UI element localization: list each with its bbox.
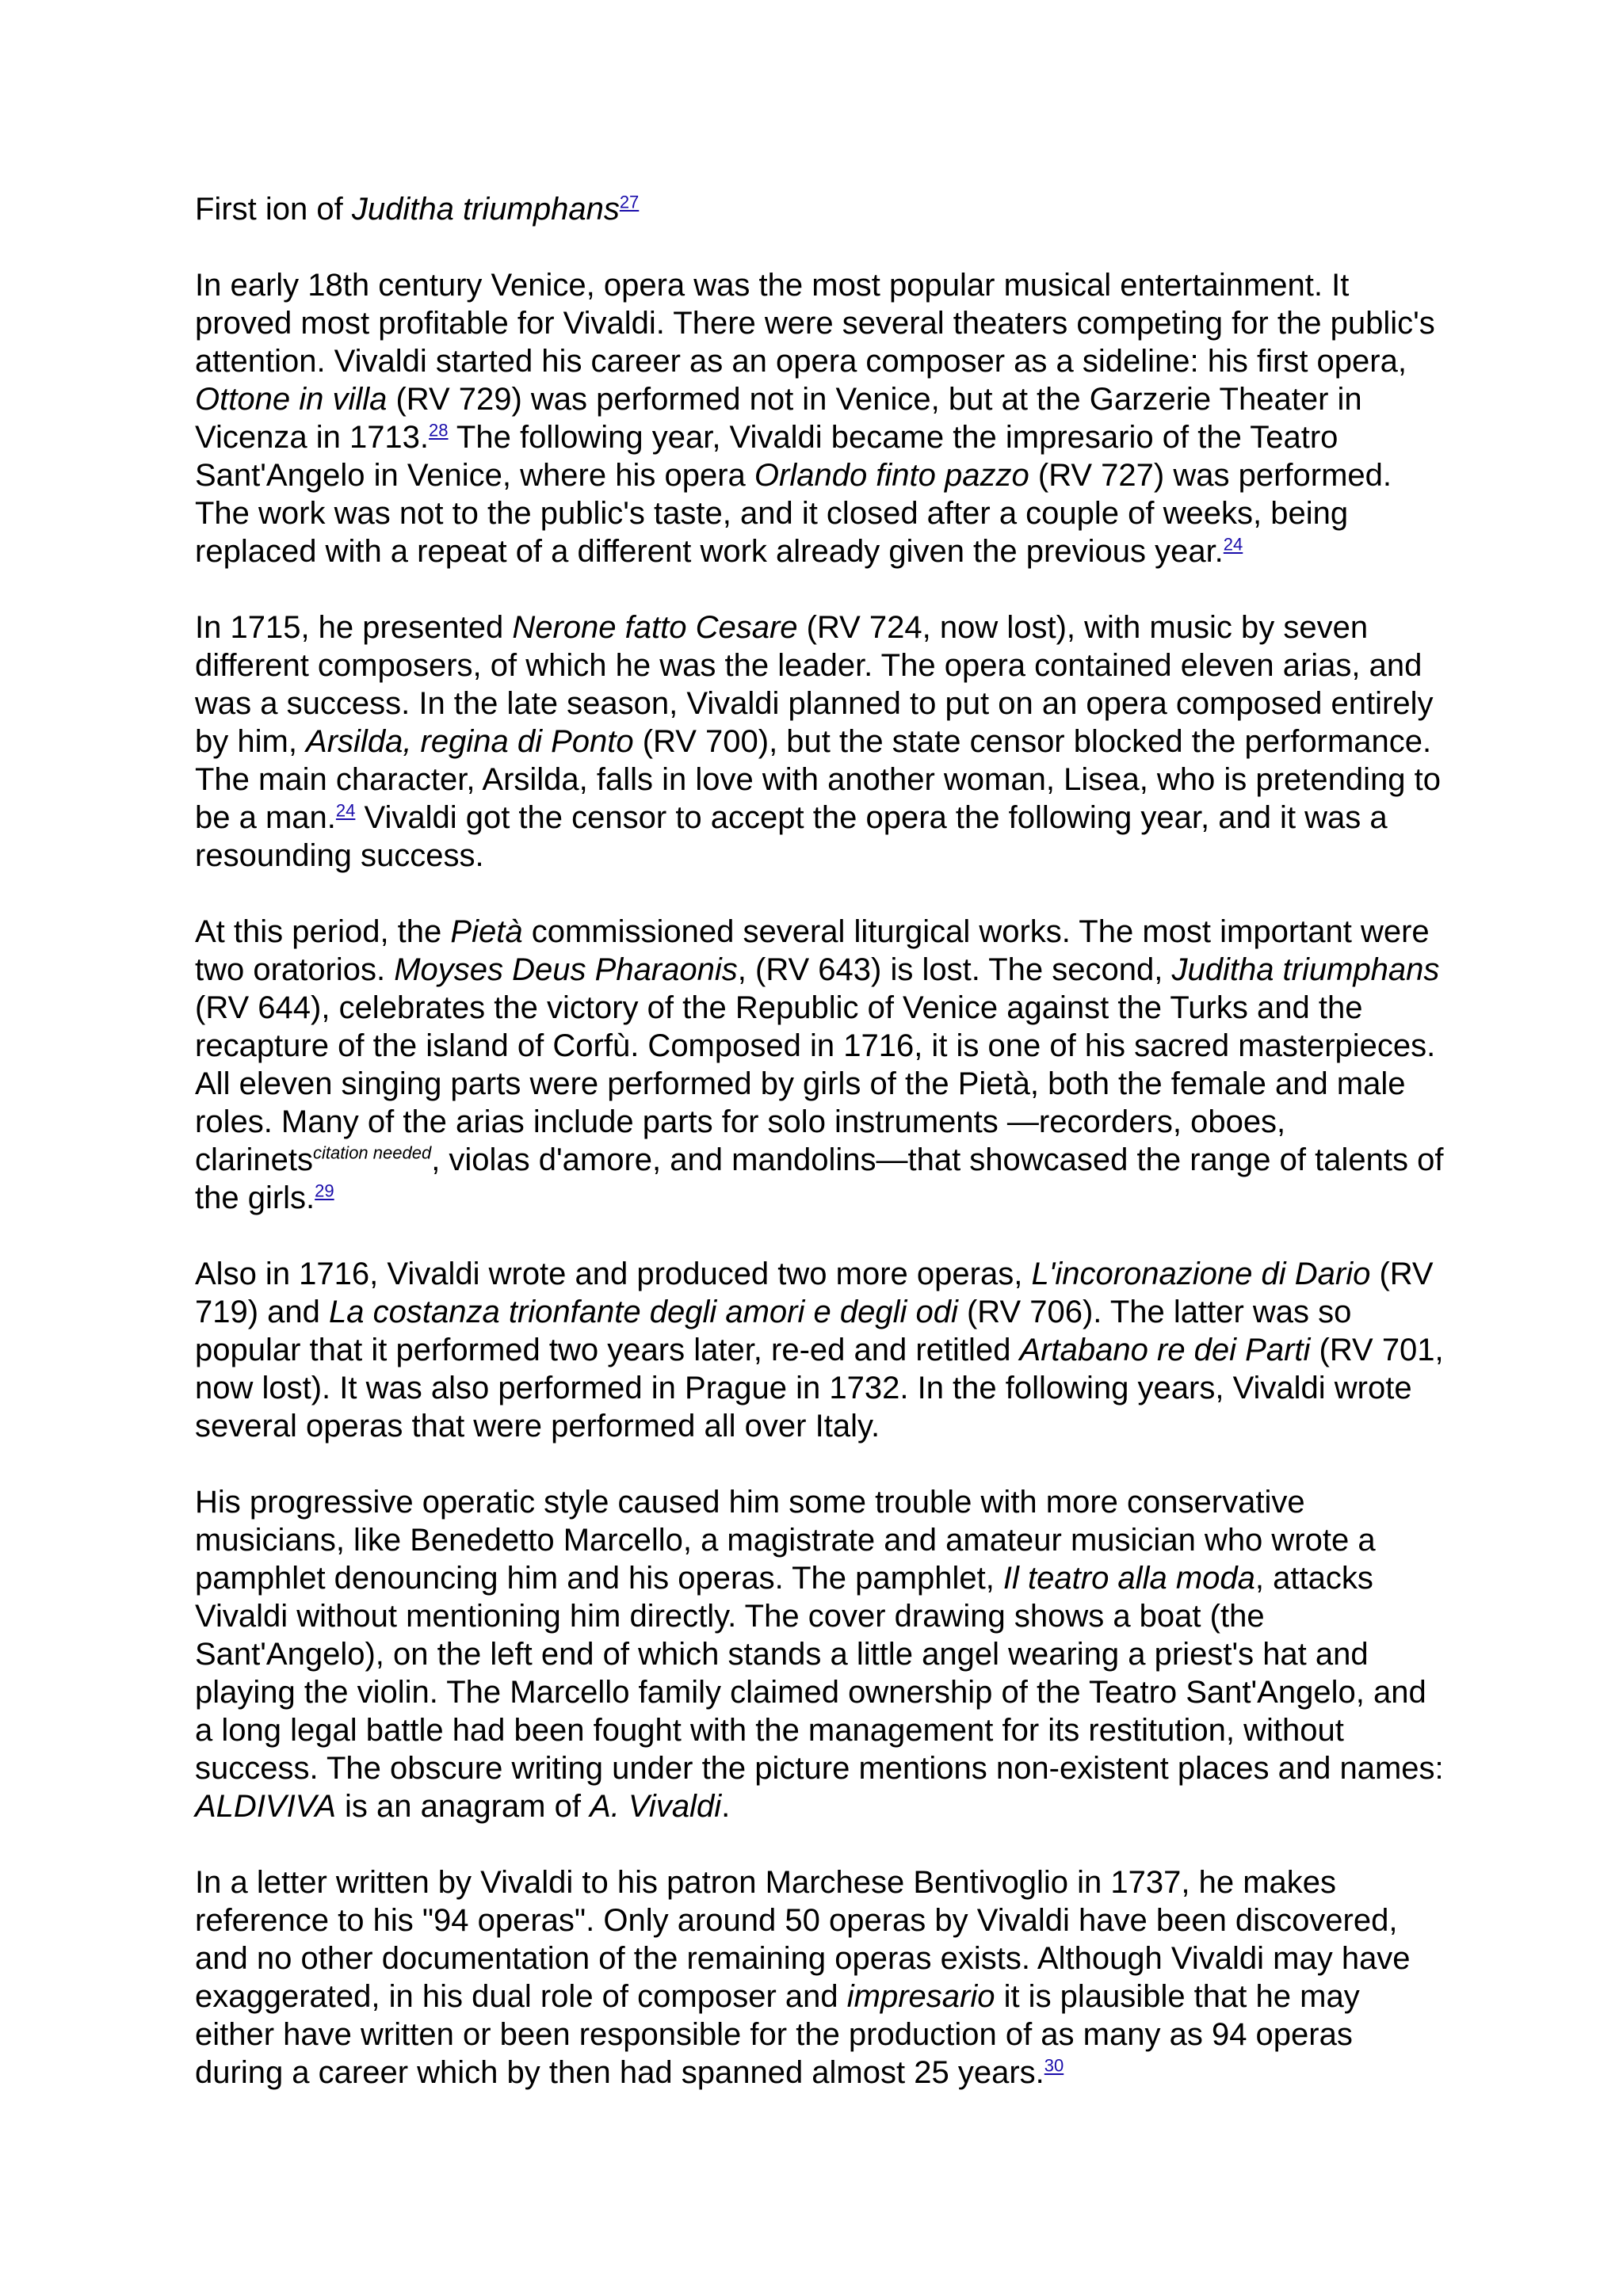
text-run: Also in 1716, Vivaldi wrote and produced two more operas, <box>195 1257 1032 1291</box>
italic-title: Artabano re dei Parti <box>1019 1333 1311 1367</box>
text-run: In 1715, he presented <box>195 610 513 645</box>
text-run: The following year, Vivaldi became the impresario of the Teatro Sant'Angelo in Venice, where his opera <box>195 420 1338 493</box>
italic-title: Orlando finto pazzo <box>754 458 1029 493</box>
text-run: Vivaldi got the censor to accept the opera the following year, and it was a resounding success. <box>195 800 1388 873</box>
reference-link[interactable]: 30 <box>1044 2055 1064 2076</box>
paragraph <box>195 266 1447 570</box>
italic-title: Juditha triumphans <box>1171 952 1440 987</box>
text-run: commissioned several liturgical works. The most important were two oratorios. <box>195 914 1430 987</box>
text-run: , (RV 643) is lost. The second, <box>737 952 1172 987</box>
italic-title: Il teatro alla moda <box>1002 1561 1255 1596</box>
text-run: (RV 700), but the state censor blocked the performance. The main character, Arsilda, falls in love with another woman, Lisea, who is pretending to be a man. <box>195 724 1441 835</box>
text-run: At this period, the <box>195 914 451 949</box>
caption-prefix: First ion of <box>195 192 352 227</box>
paragraph <box>195 913 1447 1217</box>
reference-link[interactable]: 29 <box>315 1180 334 1201</box>
italic-title: Nerone fatto Cesare <box>512 610 798 645</box>
text-run: . <box>721 1789 731 1824</box>
italic-title: A. Vivaldi <box>590 1789 722 1824</box>
reference-marker <box>1044 2056 1064 2076</box>
italic-title: L'incoronazione di Dario <box>1031 1257 1371 1291</box>
text-run: it is plausible that he may either have written or been responsible for the production of as many as 94 operas during a career which by then had spanned almost 25 years. <box>195 1979 1360 2090</box>
citation-needed-note: citation needed <box>312 1142 432 1163</box>
caption-reference <box>620 193 639 212</box>
text-run: (RV 724, now lost), with music by seven different composers, of which he was the leader. The opera contained eleven arias, and was a success. In the late season, Vivaldi planned to put on an opera composed entirely by him, <box>195 610 1434 759</box>
article-body <box>195 266 1447 2092</box>
italic-title: La costanza trionfante degli amori e degli odi <box>329 1295 958 1329</box>
reference-link[interactable]: 24 <box>335 800 356 821</box>
text-run: , attacks Vivaldi without mentioning him directly. The cover drawing shows a boat (the Sant'Angelo), on the left end of which stands a little angel wearing a priest's hat and playing the violin. The Marcello family claimed ownership of the Teatro Sant'Angelo, and a long legal battle had been fought with the management for its restitution, without success. The obscure writing under the picture mentions non-existent places and names: <box>195 1561 1444 1786</box>
text-run: In a letter written by Vivaldi to his patron Marchese Bentivoglio in 1737, he makes reference to his "94 operas". Only around 50 operas by Vivaldi have been discovered, and no other documentation of the remaining operas exists. Although Vivaldi may have exaggerated, in his dual role of composer and <box>195 1865 1411 2014</box>
italic-title: Pietà <box>450 914 523 949</box>
paragraph <box>195 1863 1447 2092</box>
italic-title: Moyses Deus Pharaonis <box>394 952 738 987</box>
text-run: (RV 701, now lost). It was also performed in Prague in 1732. In the following years, Vivaldi wrote several operas that were performed all over Italy. <box>195 1333 1444 1444</box>
paragraph <box>195 1483 1447 1825</box>
text-run: is an anagram of <box>335 1789 590 1824</box>
image-caption <box>195 190 1447 228</box>
italic-title: Arsilda, regina di Ponto <box>306 724 634 759</box>
reference-link[interactable]: 28 <box>429 420 449 441</box>
text-run: (RV 644), celebrates the victory of the Republic of Venice against the Turks and the recapture of the island of Corfù. Composed in 1716, it is one of his sacred masterpieces. All eleven singing parts were performed by girls of the Pietà, both the female and male roles. Many of the arias include parts for solo instruments —recorders, oboes, clarinets <box>195 990 1436 1177</box>
reference-marker <box>429 421 448 441</box>
caption-title: Juditha triumphans <box>351 192 620 227</box>
text-run: (RV 727) was performed. The work was not to the public's taste, and it closed after a couple of weeks, being replaced with a repeat of a different work already given the previous year. <box>195 458 1392 569</box>
italic-title: Ottone in villa <box>195 382 388 417</box>
text-run: (RV 729) was performed not in Venice, but at the Garzerie Theater in Vicenza in 1713. <box>195 382 1362 455</box>
paragraph <box>195 608 1447 875</box>
reference-link[interactable]: 24 <box>1223 534 1243 555</box>
text-run: , violas d'amore, and mandolins—that showcased the range of talents of the girls. <box>195 1142 1444 1215</box>
reference-marker <box>315 1181 334 1201</box>
text-run: His progressive operatic style caused him some trouble with more conservative musicians, like Benedetto Marcello, a magistrate and amateur musician who wrote a pamphlet denouncing him and his operas. The pamphlet, <box>195 1485 1376 1596</box>
text-run: (RV 706). The latter was so popular that it performed two years later, re-ed and retitled <box>195 1295 1352 1367</box>
text-run: In early 18th century Venice, opera was the most popular musical entertainment. It proved most profitable for Vivaldi. There were several theaters competing for the public's attention. Vivaldi started his career as an opera composer as a sideline: his first opera, <box>195 268 1435 379</box>
reference-marker <box>336 801 355 821</box>
reference-link[interactable]: 27 <box>619 192 640 212</box>
text-run: (RV 719) and <box>195 1257 1434 1329</box>
reference-marker <box>1224 535 1243 555</box>
italic-title: ALDIVIVA <box>195 1789 336 1824</box>
document-page <box>195 190 1447 2130</box>
paragraph <box>195 1255 1447 1445</box>
italic-title: impresario <box>846 1979 995 2014</box>
